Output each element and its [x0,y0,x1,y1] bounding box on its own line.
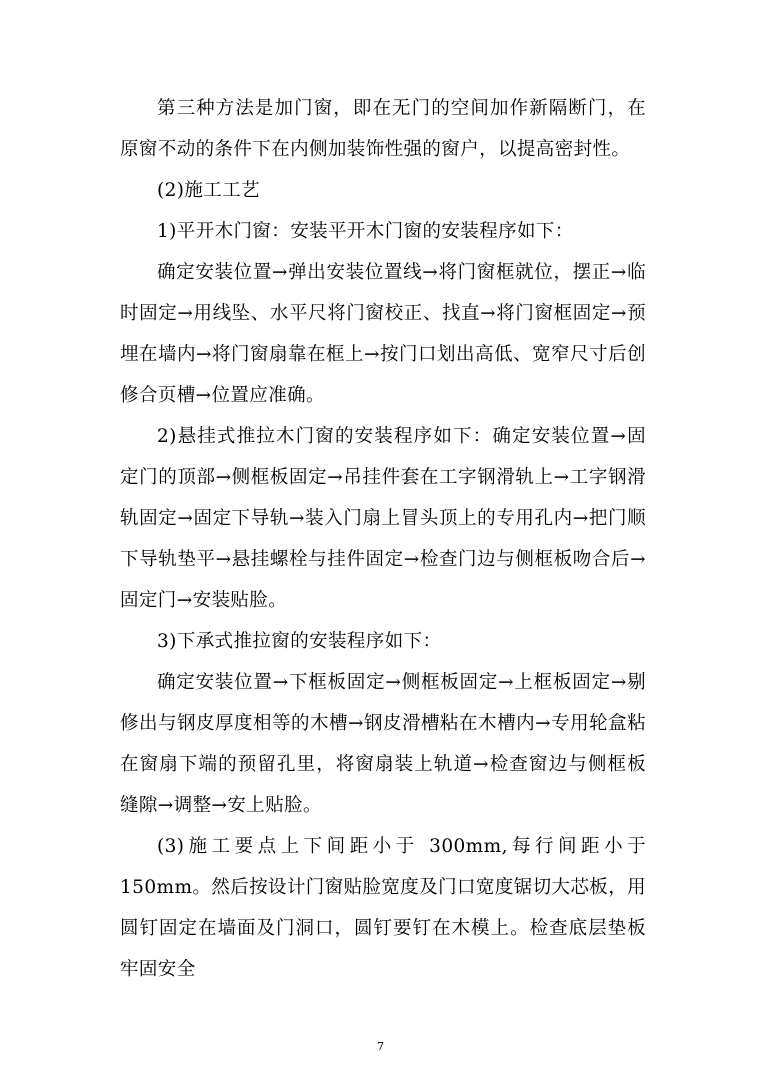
heading-casement-wood-door-window: 1)平开木门窗：安装平开木门窗的安装程序如下： [157,221,574,242]
paragraph-construction-key-points: (3)施工要点上下间距小于 300mm,每行间距小于 150mm。然后按设计门窗贴脸宽度及门口宽度锯切大芯板，用圆钉固定在墙面及门洞口，圆钉要钉在木模上。检查底层垫板牢固安全 [120,836,646,980]
paragraph-sliding-window-steps: 确定安装位置→下框板固定→侧框板固定→上框板固定→剔修出与钢皮厚度相等的木槽→钢皮滑槽粘在木槽内→专用轮盒粘在窗扇下端的预留孔里，将窗扇装上轨道→检查窗边与侧框板缝隙→调整→安上贴脸。 [120,672,646,816]
heading-bottom-bearing-sliding-window: 3)下承式推拉窗的安装程序如下： [157,631,442,652]
paragraph-hanging-sliding-door: 2)悬挂式推拉木门窗的安装程序如下：确定安装位置→固定门的顶部→侧框板固定→吊挂件套在工字钢滑轨上→工字钢滑轨固定→固定下导轨→装入门扇上冒头顶上的专用孔内→把门顺下导轨垫平→悬挂螺栓与挂件固定→检查门边与侧框板吻合后→固定门→安装贴脸。 [120,426,646,611]
page-number: 7 [377,1040,384,1053]
document-body [120,88,646,990]
paragraph-casement-steps: 确定安装位置→弹出安装位置线→将门窗框就位，摆正→临时固定→用线坠、水平尺将门窗校正、找直→将门窗框固定→预埋在墙内→将门窗扇靠在框上→按门口划出高低、宽窄尺寸后创修合页槽→位置应准确。 [120,262,646,406]
paragraph-method-three: 第三种方法是加门窗，即在无门的空间加作新隔断门，在原窗不动的条件下在内侧加装饰性强的窗户，以提高密封性。 [120,98,646,160]
heading-construction-process: (2)施工工艺 [157,180,261,201]
